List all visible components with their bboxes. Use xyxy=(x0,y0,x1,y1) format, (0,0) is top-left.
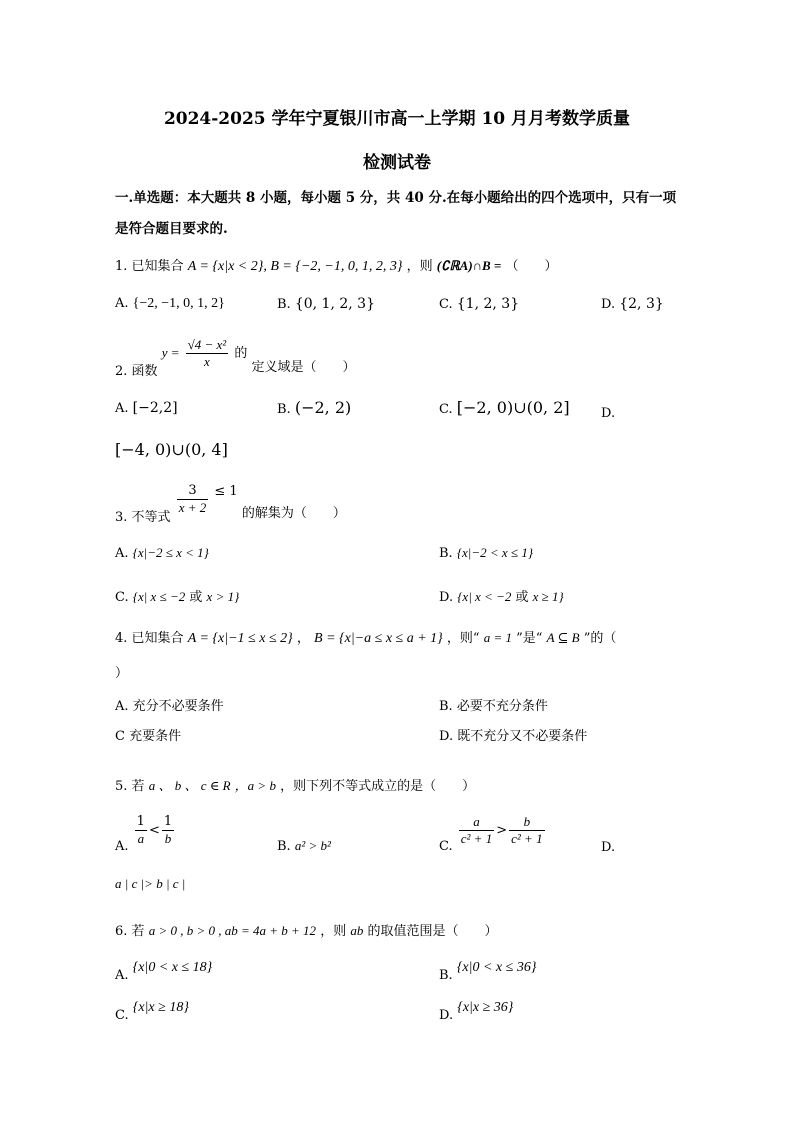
q5-c-frac1-den: c² + 1 xyxy=(460,831,493,846)
q6-option-a xyxy=(115,960,213,983)
q5-option-a-frac1 xyxy=(135,814,147,847)
q6-option-c-text: {x|x ≥ 18} xyxy=(132,1000,189,1015)
q5-option-d xyxy=(601,840,615,855)
q4-stem-line2: ） xyxy=(115,666,129,681)
q6-variable: ab xyxy=(350,923,364,938)
q4-option-d-label: D. xyxy=(439,729,454,744)
q6-option-b-label: B. xyxy=(439,968,453,983)
q2-fraction-numerator: √4 − x² xyxy=(187,337,227,352)
q4-option-d xyxy=(439,725,587,744)
q4-option-c-label: C xyxy=(115,729,125,744)
q1-expression: (∁ℝA)∩B = xyxy=(436,258,502,273)
q2-option-a-text: [−2,2] xyxy=(132,400,178,416)
q6-option-a-text: {x|0 < x ≤ 18} xyxy=(132,960,213,975)
q2-option-b xyxy=(277,398,351,417)
q4-option-b xyxy=(439,695,548,714)
q2-function-lhs: y = xyxy=(161,345,180,360)
q3-option-a-label: A. xyxy=(115,546,129,561)
q6-option-d xyxy=(439,1000,514,1023)
q4-option-c-text: 充要条件 xyxy=(129,729,182,744)
q5-c-frac1-num: a xyxy=(459,814,494,831)
q2-option-d xyxy=(601,406,615,421)
q2-function-fraction xyxy=(186,337,229,370)
q2-option-c xyxy=(439,398,570,417)
q5-stem-post: ，则下列不等式成立的是（ ） xyxy=(280,779,476,794)
question-1-stem xyxy=(115,255,557,275)
q3-option-b-text: {x|−2 < x ≤ 1} xyxy=(456,545,534,560)
q3-option-d-label: D. xyxy=(439,590,454,605)
q6-stem-middle: ，则 xyxy=(320,924,347,939)
q3-option-b-label: B. xyxy=(439,546,453,561)
q3-fraction-denominator: x + 2 xyxy=(178,500,207,515)
q3-option-a-text: {x|−2 ≤ x < 1} xyxy=(132,545,209,560)
q6-option-d-text: {x|x ≥ 36} xyxy=(457,1000,514,1015)
q1-option-c-label: C. xyxy=(439,297,453,312)
q1-option-a xyxy=(115,296,225,312)
q2-option-d-label: D. xyxy=(601,406,616,421)
q6-option-b-text: {x|0 < x ≤ 36} xyxy=(456,960,537,975)
q1-option-d xyxy=(601,296,664,312)
q1-option-b-label: B. xyxy=(277,297,291,312)
question-4-stem xyxy=(115,627,616,647)
q4-option-b-text: 必要不充分条件 xyxy=(456,699,548,714)
q2-option-b-text: (−2, 2) xyxy=(294,398,352,417)
q4-option-a-text: 充分不必要条件 xyxy=(132,699,224,714)
q1-option-d-label: D. xyxy=(601,297,616,312)
q3-option-d-text-1: {x| x < −2 xyxy=(457,589,512,604)
q2-stem-prefix: 2. 函数 xyxy=(115,364,158,379)
q1-set-definitions: A = {x|x < 2}, B = {−2, −1, 0, 1, 2, 3} xyxy=(187,259,403,274)
q3-fraction xyxy=(177,483,209,516)
q2-option-a-label: A. xyxy=(115,401,129,416)
exam-title-line2: 检测试卷 xyxy=(363,153,431,173)
q5-a-frac2-den: b xyxy=(164,831,172,846)
q3-option-c-text-1: {x| x ≤ −2 xyxy=(132,589,186,604)
q4-stem-middle-2: ”是“ xyxy=(516,631,543,646)
q6-option-a-label: A. xyxy=(115,968,129,983)
q5-option-d-label: D. xyxy=(601,840,616,855)
q3-option-d xyxy=(439,586,564,605)
q1-option-d-text: {2, 3} xyxy=(619,296,664,312)
q3-rhs: ≤ 1 xyxy=(214,484,238,499)
q6-option-c-label: C. xyxy=(115,1008,129,1023)
q2-stem-tail: 定义域是（ ） xyxy=(251,360,356,375)
q5-c-frac2-den: c² + 1 xyxy=(511,831,543,846)
question-2-stem xyxy=(115,337,356,379)
q5-option-c-frac2 xyxy=(509,814,544,847)
q6-stem-prefix: 6. 若 xyxy=(115,924,145,939)
q5-option-d-text: a | c |> b | c | xyxy=(115,876,186,891)
q2-option-a xyxy=(115,400,178,416)
q2-fraction-denominator: x xyxy=(204,354,210,369)
q4-condition-2: A ⊆ B xyxy=(546,630,580,645)
q2-option-d-text: [−4, 0)∪(0, 4] xyxy=(115,440,228,459)
q3-option-b xyxy=(439,545,533,561)
q4-condition-1: a = 1 xyxy=(483,630,512,645)
q2-option-b-label: B. xyxy=(277,402,291,417)
q4-option-c xyxy=(115,725,181,744)
q4-option-b-label: B. xyxy=(439,699,453,714)
question-5-stem xyxy=(115,775,475,794)
q1-option-b-text: {0, 1, 2, 3} xyxy=(294,296,375,312)
q3-stem-tail: 的解集为（ ） xyxy=(241,506,346,521)
q4-stem-post: ”的（ xyxy=(583,631,617,646)
q4-stem-prefix: 4. 已知集合 xyxy=(115,631,184,646)
q1-stem-middle: ，则 xyxy=(406,259,433,274)
q1-option-c-text: {1, 2, 3} xyxy=(456,296,520,312)
q4-set-a: A = {x|−1 ≤ x ≤ 2} xyxy=(187,631,293,646)
q5-option-b xyxy=(277,838,331,854)
q6-option-d-label: D. xyxy=(439,1008,454,1023)
q3-option-c-label: C. xyxy=(115,590,129,605)
question-3-stem xyxy=(115,483,346,525)
q3-stem-prefix: 3. 不等式 xyxy=(115,510,171,525)
section-instruction-line1: 一.单选题：本大题共 8 小题，每小题 5 分，共 40 分.在每小题给出的四个选项中，只有一项 xyxy=(115,190,677,206)
q4-option-a-label: A. xyxy=(115,699,129,714)
q5-option-a-op: < xyxy=(148,823,160,838)
q3-option-c xyxy=(115,586,239,605)
q4-stem-middle: ，则“ xyxy=(446,631,480,646)
q1-stem-prefix: 1. 已知集合 xyxy=(115,259,184,274)
q5-option-a-label: A. xyxy=(115,839,129,854)
q4-set-b: B = {x|−a ≤ x ≤ a + 1} xyxy=(314,631,443,646)
exam-title-line1: 2024-2025 学年宁夏银川市高一上学期 10 月月考数学质量 xyxy=(163,109,631,129)
q5-a-frac2-num: 1 xyxy=(163,814,173,829)
q5-condition: ，a > b xyxy=(234,778,276,793)
q1-option-a-label: A. xyxy=(115,296,129,311)
q5-option-a xyxy=(115,814,176,854)
q5-option-c-label: C. xyxy=(439,839,453,854)
q3-option-a xyxy=(115,545,209,561)
q6-condition: a > 0 , b > 0 , ab = 4a + b + 12 xyxy=(148,923,317,938)
q4-option-a xyxy=(115,695,224,714)
q3-option-d-text-2: x ≥ 1} xyxy=(532,589,564,604)
q5-stem-prefix: 5. 若 xyxy=(115,779,145,794)
q1-blank: （ ） xyxy=(505,259,558,274)
q5-option-a-frac2 xyxy=(162,814,174,847)
q6-stem-post: 的取值范围是（ ） xyxy=(367,924,498,939)
q5-c-frac2-num: b xyxy=(509,814,544,831)
q3-option-c-text-2: x > 1} xyxy=(206,589,240,604)
q1-option-b xyxy=(277,296,375,312)
q4-option-d-text: 既不充分又不必要条件 xyxy=(457,729,588,744)
q5-option-c-op: > xyxy=(496,823,508,838)
q3-option-d-or: 或 xyxy=(515,590,529,605)
q5-variables: a 、 b 、 c ∈ R xyxy=(148,778,231,793)
q1-option-a-text: {−2, −1, 0, 1, 2} xyxy=(132,296,225,311)
section-instruction-line2: 是符合题目要求的. xyxy=(115,221,228,237)
q3-option-c-or: 或 xyxy=(189,590,203,605)
q2-stem-de: 的 xyxy=(234,346,248,361)
q6-option-c xyxy=(115,1000,189,1023)
q6-option-b xyxy=(439,960,537,983)
q4-comma: ， xyxy=(296,631,310,646)
q5-a-frac1-den: a xyxy=(137,831,145,846)
q3-fraction-numerator: 3 xyxy=(177,483,209,500)
q5-option-b-text: a² > b² xyxy=(294,838,331,853)
q5-option-c xyxy=(439,814,547,854)
q2-option-c-label: C. xyxy=(439,402,453,417)
q5-option-c-frac1 xyxy=(459,814,494,847)
q5-option-b-label: B. xyxy=(277,839,291,854)
q1-option-c xyxy=(439,296,519,312)
q2-option-c-text: [−2, 0)∪(0, 2] xyxy=(456,398,570,417)
q5-a-frac1-num: 1 xyxy=(136,814,145,829)
question-6-stem xyxy=(115,920,498,939)
